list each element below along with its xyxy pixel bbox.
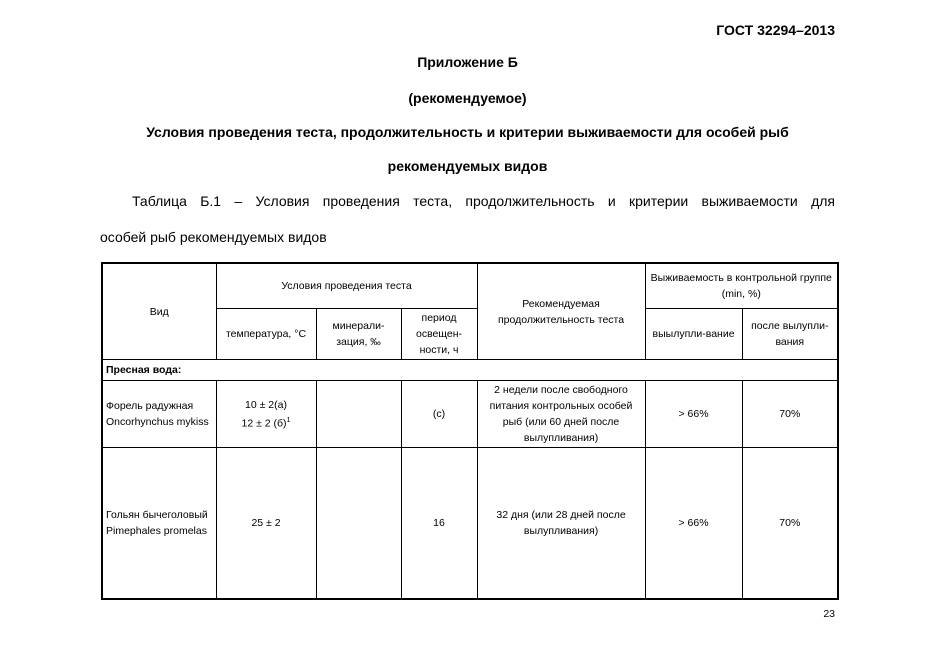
row1-temperature [216,381,316,448]
section-row [102,360,838,381]
row1-photoperiod: (с) [401,381,477,448]
row2-photoperiod: 16 [401,448,477,600]
row1-species: Форель радужная Oncorhynchus mykiss [102,381,216,448]
header-hatching: выылупли-вание [645,309,742,360]
row2-mineralization [316,448,401,600]
row2-temperature: 25 ± 2 [216,448,316,600]
row1-mineralization [316,381,401,448]
section-freshwater: Пресная вода: [102,360,838,381]
document-code: ГОСТ 32294–2013 [716,22,835,38]
fish-test-conditions-table [101,262,839,600]
page-number: 23 [823,608,835,620]
header-mineralization: минерали-зация, ‰ [316,309,401,360]
row1-temperature-a: 10 ± 2(а) [245,398,287,411]
header-conditions: Условия проведения теста [216,263,477,309]
row2-species: Гольян бычеголовый Pimephales promelas [102,448,216,600]
header-survival: Выживаемость в контрольной группе (min, %) [645,263,838,309]
table-caption-line1: Таблица Б.1 – Условия проведения теста, продолжительность и критерии выживаемости для [132,193,835,209]
table-row [102,381,838,448]
header-species: Вид [102,263,216,360]
row2-duration: 32 дня (или 28 дней после вылупливания) [477,448,645,600]
row2-after-hatching: 70% [742,448,838,600]
appendix-status: (рекомендуемое) [408,90,527,106]
row1-temperature-note: 1 [286,416,291,424]
row1-hatching: > 66% [645,381,742,448]
header-duration: Рекомендуемая продолжительность теста [477,263,645,360]
appendix-title: Приложение Б [417,54,518,70]
row1-duration: 2 недели после свободного питания контрольных особей рыб (или 60 дней после вылупливания) [477,381,645,448]
row2-hatching: > 66% [645,448,742,600]
row1-after-hatching: 70% [742,381,838,448]
header-photoperiod: период освещен-ности, ч [401,309,477,360]
appendix-heading-line2: рекомендуемых видов [387,158,548,174]
table-caption-line2: особей рыб рекомендуемых видов [100,229,327,245]
row1-temperature-b: 12 ± 2 (б) [241,417,287,430]
header-after-hatching: после вылупли-вания [742,309,838,360]
appendix-heading-line1: Условия проведения теста, продолжительность и критерии выживаемости для особей рыб [146,124,789,140]
table-header-row-1 [102,263,838,309]
table-row [102,448,838,600]
header-temperature: температура, °С [216,309,316,360]
